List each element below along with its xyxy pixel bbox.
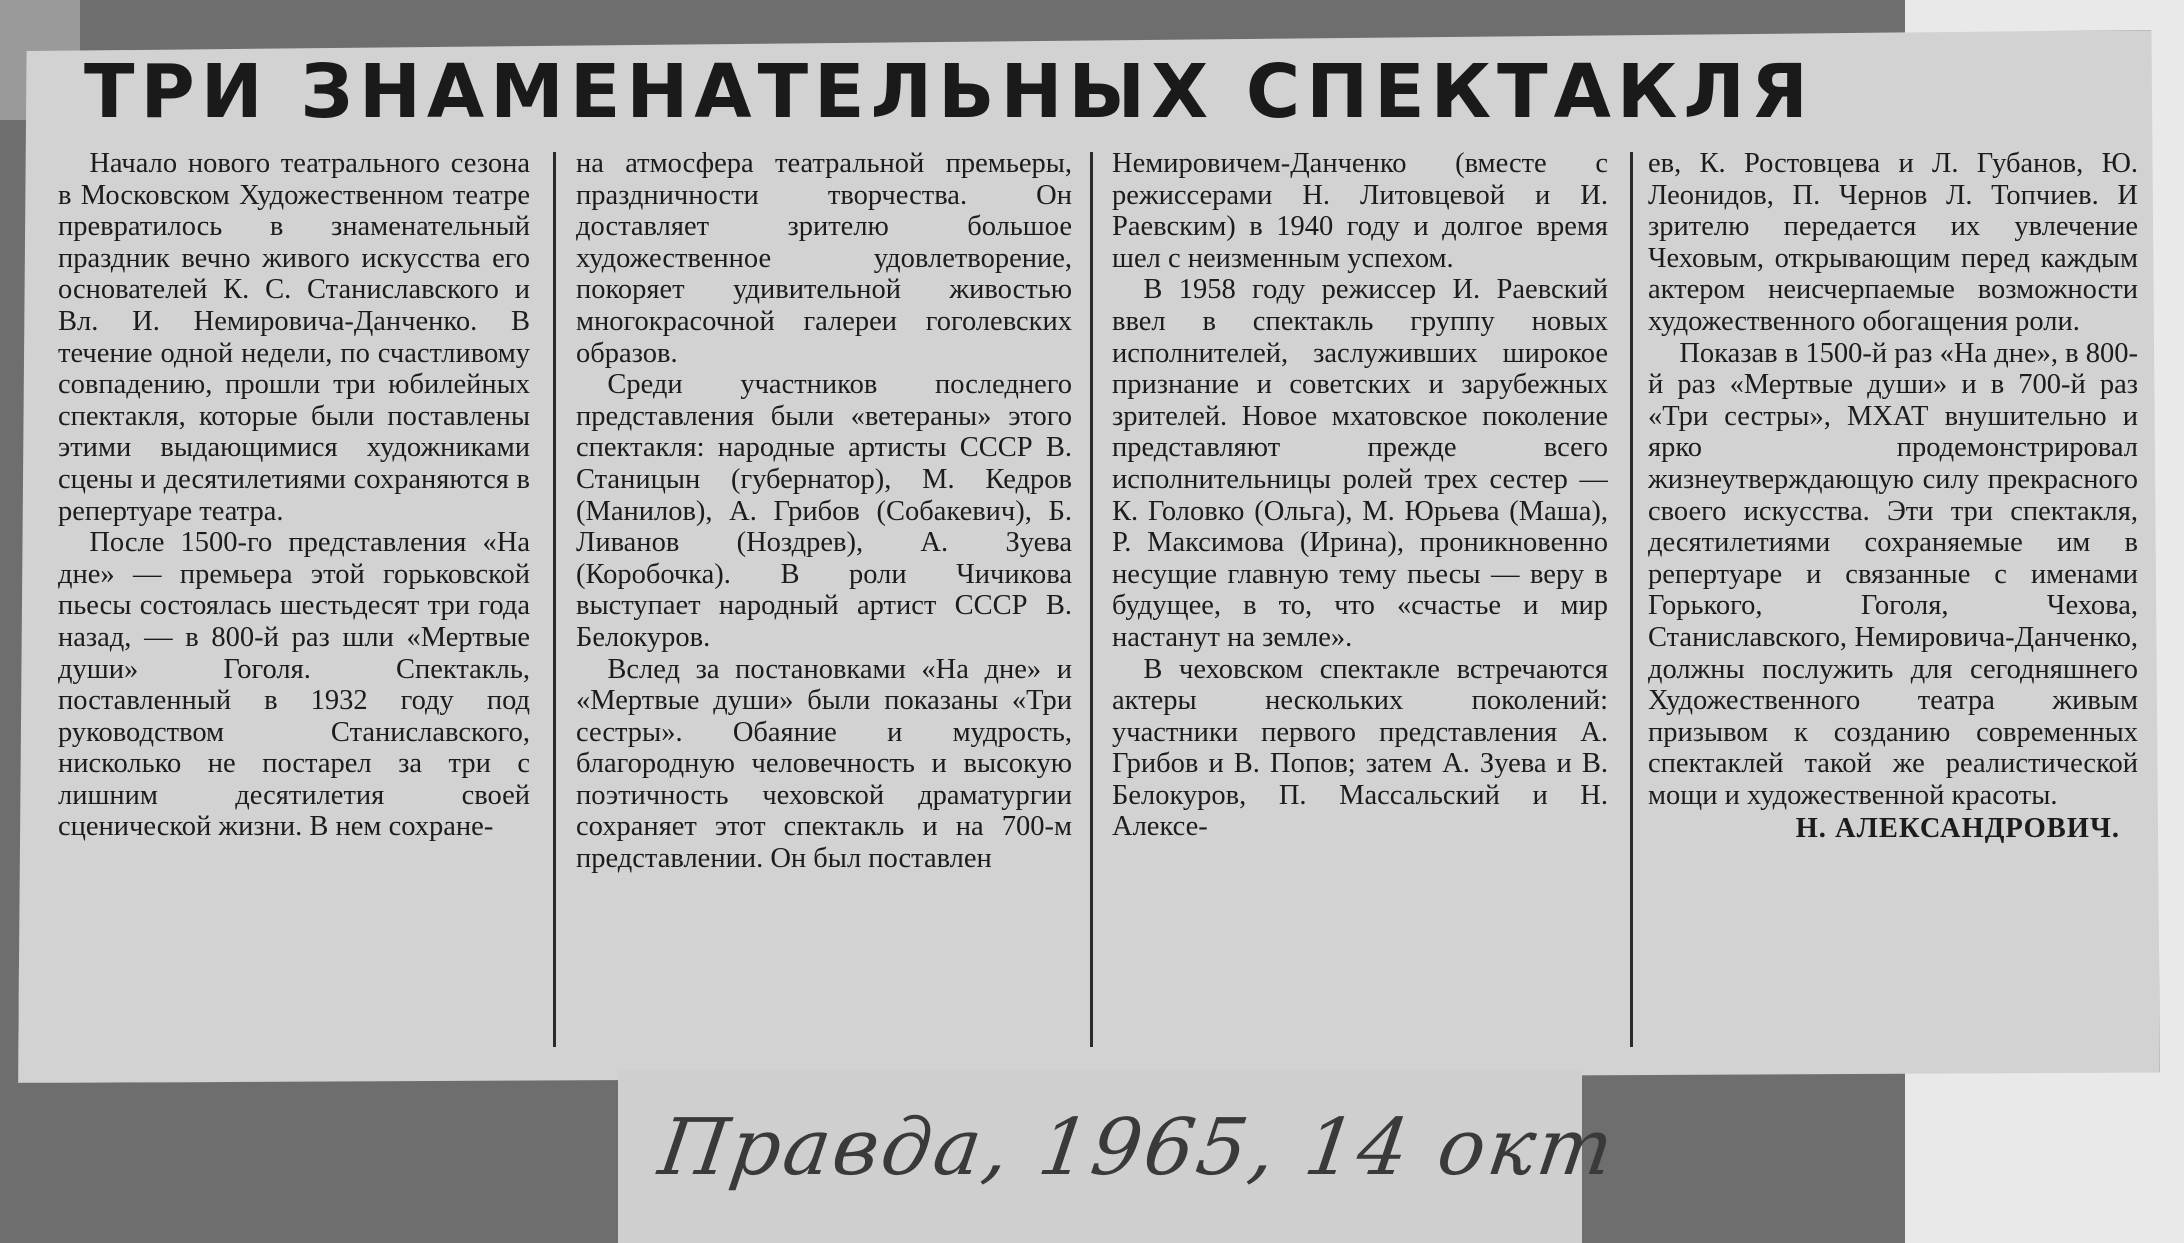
- paragraph: После 1500-го представления «На дне» — премьера этой горьковской пьесы состоялась шестьдесят три года назад, — в 800-й раз шли «Мертвые души» Гоголя. Спектакль, поставленный в 1932 году под руководством Станиславского, нисколько не постарел за три с лишним десятилетия своей сценической жизни. В нем сохране-: [58, 527, 530, 843]
- article-column-2: [576, 148, 1072, 1066]
- column-rule: [553, 152, 556, 1047]
- paragraph: на атмосфера театральной премьеры, праздничности творчества. Он доставляет зрителю большое художественное удовлетворение, покоряет удивительной живостью многокрасочной галереи гоголевских образов.: [576, 148, 1072, 369]
- author-byline: Н. АЛЕКСАНДРОВИЧ.: [1795, 813, 2120, 845]
- paragraph: ев, К. Ростовцева и Л. Губанов, Ю. Леонидов, П. Чернов Л. Топчиев. И зрителю передается их увлечение Чеховым, открывающим перед каждым актером неисчерпаемые возможности художественного обогащения роли.: [1648, 148, 2138, 337]
- column-rule: [1090, 152, 1093, 1047]
- column-rule: [1630, 152, 1633, 1047]
- article-column-1: [58, 148, 530, 1066]
- handwritten-source-note: [653, 1088, 1622, 1208]
- article-column-3: [1112, 148, 1608, 1066]
- paragraph: В чеховском спектакле встречаются актеры нескольких поколений: участники первого представления А. Грибов и В. Попов; затем А. Зуева и В. Белокуров, П. Массальский и Н. Алексе-: [1112, 653, 1608, 843]
- article-headline: ТРИ ЗНАМЕНАТЕЛЬНЫХ СПЕКТАКЛЯ: [84, 49, 1814, 135]
- paragraph: Среди участников последнего представления были «ветераны» этого спектакля: народные артисты СССР В. Станицын (губернатор), М. Кедров (Манилов), А. Грибов (Собакевич), Б. Ливанов (Ноздрев), А. Зуева (Коробочка). В роли Чичикова выступает народный артист СССР В. Белокуров.: [576, 369, 1072, 653]
- paragraph: Немировичем-Данченко (вместе с режиссерами Н. Литовцевой и И. Раевским) в 1940 году и долгое время шел с неизменным успехом.: [1112, 148, 1608, 274]
- paragraph: Вслед за постановками «На дне» и «Мертвые души» были показаны «Три сестры». Обаяние и мудрость, благородную человечность и высокую поэтичность чеховской драматургии сохраняет этот спектакль и на 700-м представлении. Он был поставлен: [576, 653, 1072, 875]
- handwritten-note-text: Правда, 1965, 14 окт: [653, 1103, 1622, 1193]
- paragraph: Показав в 1500-й раз «На дне», в 800-й раз «Мертвые души» и в 700-й раз «Три сестры», МХАТ внушительно и ярко продемонстрировал жизнеутверждающую силу прекрасного своего искусства. Эти три спектакля, десятилетиями сохраняемые им в репертуаре и связанные с именами Горького, Гоголя, Чехова, Станиславского, Немировича-Данченко, должны послужить для сегодняшнего Художественного театра живым призывом к созданию современных спектаклей такой же реалистической мощи и художественной красоты.: [1648, 337, 2138, 811]
- paragraph: Начало нового театрального сезона в Московском Художественном театре превратилось в знаменательный праздник вечно живого искусства его основателей К. С. Станиславского и Вл. И. Немировича-Данченко. В течение одной недели, по счастливому совпадению, прошли три юбилейных спектакля, которые были поставлены этими выдающимися художниками сцены и десятилетиями сохраняются в репертуаре театра.: [58, 148, 530, 527]
- paragraph: В 1958 году режиссер И. Раевский ввел в спектакль группу новых исполнителей, заслуживших широкое признание и советских и зарубежных зрителей. Новое мхатовское поколение представляют прежде всего исполнительницы ролей трех сестер — К. Головко (Ольга), М. Юрьева (Маша), Р. Максимова (Ирина), проникновенно несущие главную тему пьесы — веру в будущее, в то, что «счастье и мир настанут на земле».: [1112, 274, 1608, 653]
- article-column-4: [1648, 148, 2138, 1066]
